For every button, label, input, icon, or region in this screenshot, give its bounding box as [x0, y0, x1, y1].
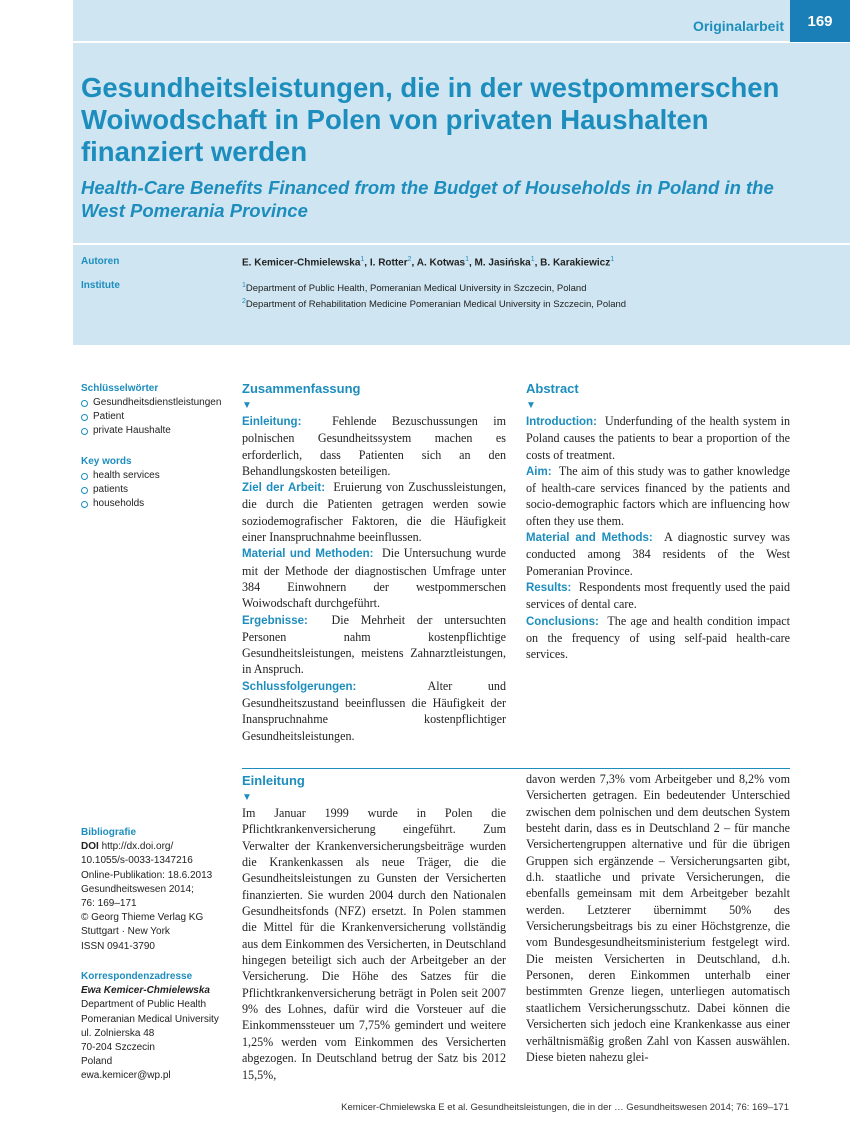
abstract-section-text: Underfunding of the health system in Poland causes the patients to bear a proportion of the costs of treatment. [526, 414, 790, 462]
einleitung-divider [242, 768, 506, 769]
keyword-text: private Haushalte [93, 425, 171, 436]
keyword-text: Patient [93, 411, 125, 422]
abstract-section-text: The aim of this study was to gather knowledge of health-care services financed by the patients and socio-demographic factors which are influencing how often they use them. [526, 463, 790, 528]
keyword-text: health services [93, 470, 160, 481]
einleitung-column-2 [526, 771, 790, 1065]
zusammenfassung-title: Zusammenfassung [242, 381, 361, 396]
author-affiliation-marker: 1 [530, 256, 535, 263]
zusammenfassung-section-label: Einleitung: [242, 416, 302, 428]
bullet-ring-icon [81, 428, 88, 435]
zusammenfassung-paragraph [242, 678, 506, 744]
institute-marker: 2 [242, 298, 246, 306]
doi-label: DOI [81, 841, 99, 853]
abstract-section-label: Results: [526, 581, 572, 594]
abstract-paragraph [526, 413, 790, 463]
zusammenfassung-marker-icon: ▼ [242, 400, 252, 411]
einleitung-text-2: davon werden 7,3% vom Arbeitgeber und 8,2% vom Versicherten getragen. Ein bedeutender Unterschied zwischen dem polnischen und dem deutschen System besteht darin, dass es in Deutschland 2 – für manche Versichertengruppen alternative und für die übrigen Gruppen sich ergänzende – Versicherungsarten gibt, d.h. staatliche und private Versicherungen, die ebenfalls gemeinsam mit dem Arbeitgeber bezahlt werden. Letzterer übernimmt 50% des Versicherungsbeitrags bis zu einer Höchstgrenze, die vom Bundesgesundheitsministerium festgelegt wird. Die meisten Versicherten in Deutschland, d.h. Personen, deren Einkommen unterhalb einer bestimmten Grenze liegen, unterliegen automatisch staatlichem Versicherungsschutz. Dabei können die Versicherten sich jedoch eine Krankenkasse aus einer verhältnismäßig großen Zahl von Kassen auswählen. Diese bieten nahezu glei- [526, 772, 790, 1064]
section-label: Originalarbeit [692, 18, 784, 34]
keyword-item [81, 483, 160, 497]
keyword-text: households [93, 498, 145, 509]
volume-line: 76: 169–171 [81, 898, 137, 910]
keywords-en-heading: Key words [81, 456, 132, 467]
abstract-paragraph [526, 463, 790, 529]
abstract-marker-icon: ▼ [526, 400, 536, 411]
page-number: 169 [790, 0, 850, 42]
keyword-item [81, 424, 221, 438]
header-divider [73, 41, 850, 43]
abstract-section-label: Introduction: [526, 416, 597, 428]
copyright-line: © Georg Thieme Verlag KG [81, 912, 204, 924]
zusammenfassung-section [242, 381, 506, 744]
institute-line [242, 295, 626, 311]
keywords-de-heading: Schlüsselwörter [81, 383, 159, 394]
abstract-section [526, 381, 790, 662]
publisher-city: Stuttgart · New York [81, 926, 170, 938]
author-name: M. Jasińska [474, 257, 531, 269]
einleitung-marker-icon: ▼ [242, 792, 252, 803]
keyword-item [81, 410, 221, 424]
doi-url[interactable]: http://dx.doi.org/ [101, 841, 174, 853]
correspondence-name: Ewa Kemicer-Chmielewska [81, 985, 210, 997]
keyword-item [81, 497, 160, 511]
zusammenfassung-section-label: Ziel der Arbeit: [242, 482, 326, 495]
zusammenfassung-paragraph [242, 545, 506, 611]
abstract-paragraph [526, 529, 790, 579]
zusammenfassung-section-label: Ergebnisse: [242, 614, 308, 627]
abstract-section-text: The age and health condition impact on the frequency of using self-paid health-care services. [526, 613, 790, 662]
abstract-title: Abstract [526, 381, 579, 396]
author-affiliation-marker: 1 [610, 256, 615, 263]
institute-list [242, 279, 626, 311]
zusammenfassung-paragraph [242, 413, 506, 479]
abstract-section-text: A diagnostic survey was conducted among 384 residents of the West Pomeranian Province. [526, 530, 790, 578]
address-line: Poland [81, 1056, 113, 1068]
institute-name: Department of Rehabilitation Medicine Pomeranian Medical University in Szczecin, Poland [245, 299, 627, 311]
einleitung-column-1 [242, 771, 506, 1083]
bibliography-block [81, 826, 231, 954]
correspondence-heading: Korrespondenzadresse [81, 971, 193, 982]
author-name: B. Karakiewicz [540, 257, 611, 269]
institute-line [242, 279, 626, 295]
zusammenfassung-section-text: Alter und Gesundheitszustand beeinflussen die Häufigkeit der Inanspruchnahme kostenpflichtiger Gesundheitsleistungen. [242, 678, 507, 743]
abstract-section-label: Aim: [526, 465, 552, 478]
article-title-german: Gesundheitsleistungen, die in der westpommerschen Woiwodschaft in Polen von privaten Haushalten finanziert werden [81, 72, 780, 167]
zusammenfassung-section-text: Fehlende Bezuschussungen im polnischen Gesundheitssystem machen es erforderlich, dass Patienten sich an den Behandlungskosten beteiligen. [242, 414, 506, 478]
author-list: E. Kemicer-Chmielewska$^1$, I. Rotter$^2$, A. Kotwas$^1$, M. Jasińska$^1$, B. Karakiewicz$^1$ [242, 256, 615, 269]
authors-label: Autoren [81, 256, 120, 267]
keyword-item [81, 396, 221, 410]
keywords-en-list [81, 469, 160, 511]
zusammenfassung-section-text: Die Untersuchung wurde mit der Methode der diagnostischen Umfrage unter 384 Einwohnern der westpommerschen Woiwodschaft durchgeführt. [242, 546, 506, 611]
doi-line [81, 840, 231, 854]
einleitung-divider-right [506, 768, 790, 769]
keyword-text: patients [93, 484, 129, 495]
address-line: Department of Public Health [81, 999, 207, 1011]
author-name: I. Rotter [369, 257, 408, 269]
einleitung-text-1: Im Januar 1999 wurde in Polen die Pflichtkrankenversicherung eingeführt. Zum Verwalter der Krankenversicherungsbeiträge wurden die Krankenkassen als neue Träger, die die Gesundheitsleistungen zu Gunsten der Versicherten finanzierten. Sie wurden 2004 durch den Nationalen Gesundheitsfonds (NFZ) ersetzt. In Polen stammen die Mittel für die Krankenversicherung vollständig aus dem Einkommen des Versicherten, in Deutschland hingegen beteiligt sich auch der Arbeitgeber an der Versicherung. Die Höhe des Satzes für die Pflichtkrankenversicherung beträgt in Polen seit 2007 9% des Lohnes, dafür wird die Vorsteuer auf die Einkommenssteuer um 7,75% gemindert und weitere 1,25% werden vom Einkommen des Versicherten abgezogen. In Deutschland betrug der Satz bis 2012 15,5%, [242, 806, 506, 1082]
page-footer: Kemicer-Chmielewska E et al. Gesundheitsleistungen, die in der … Gesundheitswesen 2014; 76: 169–171 [341, 1102, 789, 1113]
bullet-ring-icon [81, 487, 88, 494]
zusammenfassung-paragraph [242, 612, 506, 678]
correspondence-block [81, 970, 231, 1084]
einleitung-title: Einleitung [242, 773, 305, 788]
zusammenfassung-section-text: Eruierung von Zuschussleistungen, die durch die Patienten getragen werden sowie soziodemografischer Faktoren, die die Häufigkeit einer Inanspruchnahme beeinflussen. [242, 480, 507, 545]
zusammenfassung-body [242, 413, 506, 744]
zusammenfassung-section-label: Material und Methoden: [242, 548, 374, 561]
zusammenfassung-paragraph [242, 479, 506, 545]
abstract-section-label: Conclusions: [526, 615, 599, 628]
issn: ISSN 0941-3790 [81, 940, 155, 952]
author-affiliation-marker: 1 [465, 256, 469, 263]
correspondence-address [81, 998, 231, 1083]
doi-value: 10.1055/s-0033-1347216 [81, 855, 193, 867]
zusammenfassung-section-label: Schlussfolgerungen: [242, 680, 357, 693]
journal-line: Gesundheitswesen 2014; [81, 883, 194, 895]
address-line: Pomeranian Medical University [81, 1013, 219, 1025]
author-name: A. Kotwas [416, 257, 466, 269]
abstract-section-label: Material and Methods: [526, 532, 653, 545]
keyword-item [81, 469, 160, 483]
address-line: ul. Zolnierska 48 [81, 1027, 155, 1039]
meta-divider [73, 243, 850, 245]
keywords-de-list [81, 396, 221, 438]
institutes-label: Institute [81, 280, 120, 291]
abstract-paragraph [526, 613, 790, 663]
address-line: ewa.kemicer@wp.pl [81, 1070, 171, 1082]
zusammenfassung-section-text: Die Mehrheit der untersuchten Personen nahm kostenpflichtige Gesundheitsleistungen, meistens Zahnarztleistungen, in Anspruch. [242, 612, 506, 677]
abstract-paragraph [526, 579, 790, 613]
address-line: 70-204 Szczecin [81, 1042, 155, 1054]
bullet-ring-icon [81, 501, 88, 508]
institute-name: Department of Public Health, Pomeranian Medical University in Szczecin, Poland [245, 283, 587, 295]
article-title-english: Health-Care Benefits Financed from the Budget of Households in Poland in the West Pomerania Province [81, 177, 774, 221]
keyword-text: Gesundheitsdienstleistungen [93, 397, 222, 408]
institute-marker: 1 [242, 282, 246, 289]
author-name: E. Kemicer-Chmielewska [242, 257, 361, 269]
bibliography-heading: Bibliografie [81, 827, 137, 838]
author-affiliation-marker: 1 [360, 256, 365, 263]
abstract-section-text: Respondents most frequently used the paid services of dental care. [526, 579, 791, 612]
author-affiliation-marker: 2 [407, 256, 412, 263]
abstract-body [526, 413, 790, 662]
online-publication: Online-Publikation: 18.6.2013 [81, 869, 213, 881]
bullet-ring-icon [81, 400, 88, 407]
bullet-ring-icon [81, 414, 88, 421]
bullet-ring-icon [81, 473, 88, 480]
